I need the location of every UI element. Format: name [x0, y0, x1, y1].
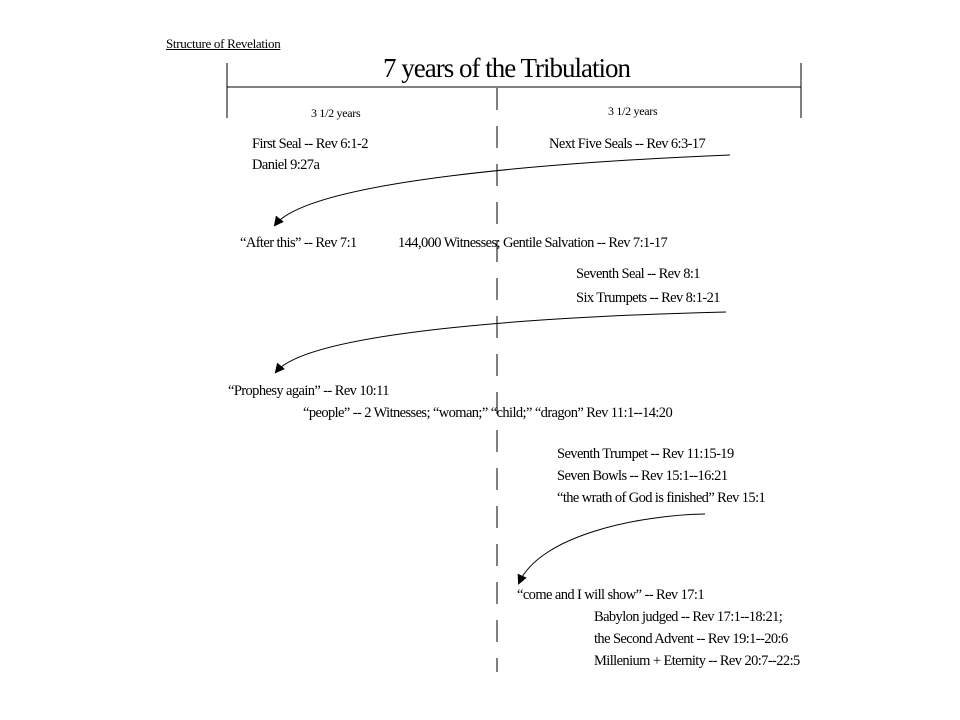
- first-seal-text: First Seal -- Rev 6:1-2: [252, 136, 368, 152]
- wrath-finished-text: “the wrath of God is finished” Rev 15:1: [557, 490, 766, 506]
- after-this-text: “After this” -- Rev 7:1: [240, 235, 357, 251]
- page-title: 7 years of the Tribulation: [383, 53, 630, 83]
- next-five-seals-text: Next Five Seals -- Rev 6:3-17: [549, 136, 706, 152]
- left-half-label: 3 1/2 years: [311, 106, 361, 120]
- seventh-trumpet-text: Seventh Trumpet -- Rev 11:15-19: [557, 446, 734, 462]
- second-advent-text: the Second Advent -- Rev 19:1--20:6: [594, 631, 788, 647]
- prophesy-again-text: “Prophesy again” -- Rev 10:11: [228, 383, 389, 399]
- right-half-label: 3 1/2 years: [608, 104, 658, 118]
- arrow-to-after-this: [275, 155, 730, 225]
- seventh-seal-text: Seventh Seal -- Rev 8:1: [576, 266, 700, 282]
- arrow-to-prophesy-again: [276, 312, 726, 372]
- arrow-to-come-and-show: [519, 514, 705, 583]
- seven-bowls-text: Seven Bowls -- Rev 15:1--16:21: [557, 468, 728, 484]
- people-witnesses-text: “people” -- 2 Witnesses; “woman;” “child;” “dragon” Rev 11:1--14:20: [303, 405, 673, 421]
- millenium-eternity-text: Millenium + Eternity -- Rev 20:7--22:5: [594, 653, 800, 669]
- babylon-judged-text: Babylon judged -- Rev 17:1--18:21;: [594, 609, 783, 625]
- come-and-show-text: “come and I will show” -- Rev 17:1: [517, 587, 704, 603]
- witnesses-text: 144,000 Witnesses; Gentile Salvation -- Rev 7:1-17: [398, 235, 668, 251]
- page-subtitle: Structure of Revelation: [166, 36, 281, 51]
- daniel-text: Daniel 9:27a: [252, 157, 320, 173]
- six-trumpets-text: Six Trumpets -- Rev 8:1-21: [576, 290, 720, 306]
